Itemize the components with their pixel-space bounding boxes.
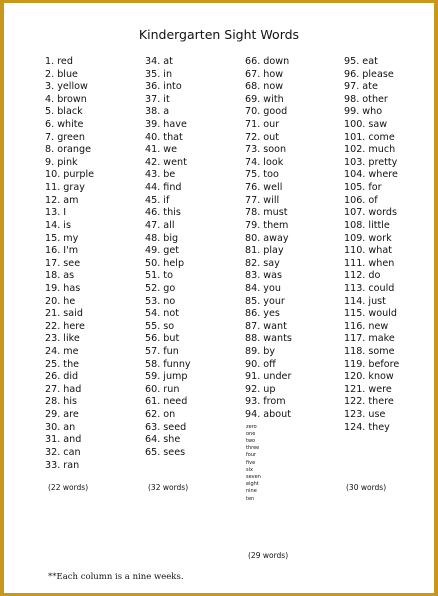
- sight-word-item: 110. what: [344, 245, 392, 257]
- sight-word-item: 123. use: [344, 409, 386, 421]
- sight-word-item: 53. no: [145, 295, 176, 307]
- sight-word-item: 89. by: [245, 346, 276, 358]
- number-word-item: seven: [246, 473, 261, 480]
- sight-word-item: 119. before: [344, 358, 400, 370]
- sight-word-item: 63. seed: [145, 421, 187, 433]
- sight-word-item: 74. look: [245, 156, 284, 168]
- worksheet-page: [4, 3, 434, 593]
- number-word-item: ten: [246, 495, 255, 502]
- sight-word-item: 87. want: [245, 320, 287, 332]
- sight-word-item: 21. said: [45, 308, 83, 320]
- sight-word-item: 56. but: [145, 333, 180, 345]
- sight-word-item: 8. orange: [45, 144, 91, 156]
- sight-word-item: 49. get: [145, 245, 180, 257]
- sight-word-item: 109. work: [344, 232, 392, 244]
- sight-word-item: 12. am: [45, 194, 79, 206]
- sight-word-item: 27. had: [45, 383, 82, 395]
- sight-word-item: 31. and: [45, 434, 82, 446]
- sight-word-item: 51. to: [145, 270, 173, 282]
- sight-word-item: 34. at: [145, 56, 173, 67]
- sight-word-item: 50. help: [145, 257, 185, 269]
- sight-word-item: 14. is: [45, 219, 71, 231]
- sight-word-item: 11. gray: [45, 182, 85, 194]
- sight-word-item: 95. eat: [344, 56, 378, 67]
- sight-word-item: 93. from: [245, 396, 286, 408]
- sight-word-item: 33. ran: [45, 459, 80, 471]
- number-word-item: three: [246, 445, 260, 452]
- sight-word-item: 120. know: [344, 371, 394, 383]
- sight-word-item: 23. like: [45, 333, 80, 345]
- sight-word-item: 75. too: [245, 169, 279, 181]
- sight-word-item: 17. see: [45, 257, 81, 269]
- sight-word-item: 122. there: [344, 396, 394, 408]
- sight-word-item: 57. fun: [145, 346, 179, 358]
- sight-word-item: 65. sees: [145, 446, 186, 458]
- sight-word-item: 105. for: [344, 182, 382, 194]
- sight-word-item: 41. we: [145, 144, 178, 156]
- sight-word-item: 77. will: [245, 194, 280, 206]
- sight-word-item: 124. they: [344, 421, 390, 433]
- sight-word-item: 30. an: [45, 421, 76, 433]
- sight-word-item: 73. soon: [245, 144, 287, 156]
- sight-word-item: 76. well: [245, 182, 283, 194]
- sight-word-item: 113. could: [344, 282, 395, 294]
- sight-word-item: 106. of: [344, 194, 378, 206]
- sight-word-item: 64. she: [145, 434, 181, 446]
- sight-word-item: 118. some: [344, 346, 395, 358]
- sight-word-item: 54. not: [145, 308, 180, 320]
- sight-word-item: 59. jump: [145, 371, 188, 383]
- sight-word-item: 19. has: [45, 282, 81, 294]
- sight-word-item: 82. say: [245, 257, 280, 269]
- sight-word-item: 6. white: [45, 119, 84, 131]
- sight-word-item: 92. up: [245, 383, 276, 395]
- sight-word-item: 101. come: [344, 131, 395, 143]
- number-word-item: six: [246, 466, 253, 473]
- sight-word-item: 90. off: [245, 358, 276, 370]
- sight-word-item: 5. black: [45, 106, 83, 118]
- sight-word-item: 43. be: [145, 169, 176, 181]
- sight-word-item: 100. saw: [344, 119, 388, 131]
- sight-word-item: 80. away: [245, 232, 289, 244]
- sight-word-item: 67. how: [245, 68, 284, 80]
- sight-word-item: 44. find: [145, 182, 182, 194]
- sight-word-item: 32. can: [45, 446, 81, 458]
- sight-word-item: 24. me: [45, 346, 79, 358]
- sight-word-item: 85. your: [245, 295, 285, 307]
- sight-word-item: 94. about: [245, 409, 291, 421]
- sight-word-item: 20. he: [45, 295, 76, 307]
- sight-word-item: 3. yellow: [45, 81, 88, 93]
- sight-word-item: 39. have: [145, 119, 187, 131]
- sight-word-item: 1. red: [45, 56, 73, 67]
- sight-word-item: 13. I: [45, 207, 67, 219]
- sight-word-item: 78. must: [245, 207, 288, 219]
- sight-word-item: 84. you: [245, 282, 281, 294]
- sight-word-item: 45. if: [145, 194, 170, 206]
- sight-word-item: 47. all: [145, 219, 175, 231]
- sight-word-item: 91. under: [245, 371, 292, 383]
- number-word-item: two: [246, 438, 256, 445]
- sight-word-item: 48. big: [145, 232, 179, 244]
- word-count-column-2: (32 words): [148, 483, 189, 492]
- sight-word-item: 38. a: [145, 106, 170, 118]
- sight-word-item: 4. brown: [45, 93, 87, 105]
- sight-word-item: 22. here: [45, 320, 85, 332]
- number-word-item: five: [246, 459, 256, 466]
- sight-word-item: 62. on: [145, 409, 176, 421]
- sight-word-item: 97. ate: [344, 81, 378, 93]
- footnote: **Each column is a nine weeks.: [48, 572, 184, 582]
- word-count-column-3: (29 words): [248, 551, 289, 560]
- sight-word-item: 81. play: [245, 245, 284, 257]
- sight-word-item: 86. yes: [245, 308, 280, 320]
- sight-word-item: 103. pretty: [344, 156, 398, 168]
- sight-word-item: 37. it: [145, 93, 170, 105]
- sight-word-item: 28. his: [45, 396, 78, 408]
- sight-word-item: 107. words: [344, 207, 397, 219]
- sight-word-item: 60. run: [145, 383, 180, 395]
- sight-word-item: 72. out: [245, 131, 280, 143]
- sight-word-item: 115. would: [344, 308, 397, 320]
- sight-word-item: 111. when: [344, 257, 395, 269]
- sight-word-item: 114. just: [344, 295, 386, 307]
- sight-word-item: 7. green: [45, 131, 85, 143]
- sight-word-item: 2. blue: [45, 68, 78, 80]
- word-column-1: [45, 56, 94, 472]
- number-word-item: four: [246, 452, 257, 459]
- sight-word-item: 36. into: [145, 81, 182, 93]
- sight-word-item: 42. went: [145, 156, 187, 168]
- number-word-item: one: [246, 430, 256, 437]
- number-word-item: eight: [246, 481, 259, 488]
- sight-word-item: 98. other: [344, 93, 388, 105]
- word-column-4: [344, 56, 399, 434]
- sight-word-item: 58. funny: [145, 358, 191, 370]
- sight-word-item: 46. this: [145, 207, 181, 219]
- sight-word-item: 96. please: [344, 68, 394, 80]
- sight-word-item: 26. did: [45, 371, 79, 383]
- sight-word-item: 68. now: [245, 81, 284, 93]
- sight-word-item: 29. are: [45, 409, 79, 421]
- word-column-3: [245, 56, 292, 503]
- sight-word-item: 15. my: [45, 232, 79, 244]
- sight-word-item: 69. with: [245, 93, 284, 105]
- page-title: Kindergarten Sight Words: [138, 27, 300, 42]
- sight-word-item: 112. do: [344, 270, 381, 282]
- sight-word-item: 16. I'm: [45, 245, 79, 257]
- sight-word-item: 25. the: [45, 358, 80, 370]
- number-word-item: nine: [246, 488, 257, 495]
- sight-word-item: 99. who: [344, 106, 383, 118]
- sight-word-item: 55. so: [145, 320, 175, 332]
- sight-word-item: 108. little: [344, 219, 390, 231]
- sight-word-item: 117. make: [344, 333, 395, 345]
- sight-word-item: 61. need: [145, 396, 188, 408]
- sight-word-item: 83. was: [245, 270, 283, 282]
- sight-word-item: 10. purple: [45, 169, 95, 181]
- sight-word-item: 71. our: [245, 119, 280, 131]
- sight-word-item: 52. go: [145, 282, 176, 294]
- word-count-column-4: (30 words): [346, 483, 387, 492]
- sight-word-item: 116. new: [344, 320, 389, 332]
- number-word-item: zero: [246, 423, 257, 430]
- sight-word-item: 35. in: [145, 68, 173, 80]
- sight-word-item: 70. good: [245, 106, 288, 118]
- word-column-2: [145, 56, 191, 460]
- sight-word-item: 79. them: [245, 219, 289, 231]
- sight-word-item: 9. pink: [45, 156, 78, 168]
- sight-word-item: 88. wants: [245, 333, 292, 345]
- sight-word-item: 66. down: [245, 56, 290, 67]
- sight-word-item: 102. much: [344, 144, 396, 156]
- sight-word-item: 40. that: [145, 131, 183, 143]
- sight-word-item: 18. as: [45, 270, 75, 282]
- word-count-column-1: (22 words): [48, 483, 89, 492]
- sight-word-item: 121. were: [344, 383, 392, 395]
- sight-word-item: 104. where: [344, 169, 398, 181]
